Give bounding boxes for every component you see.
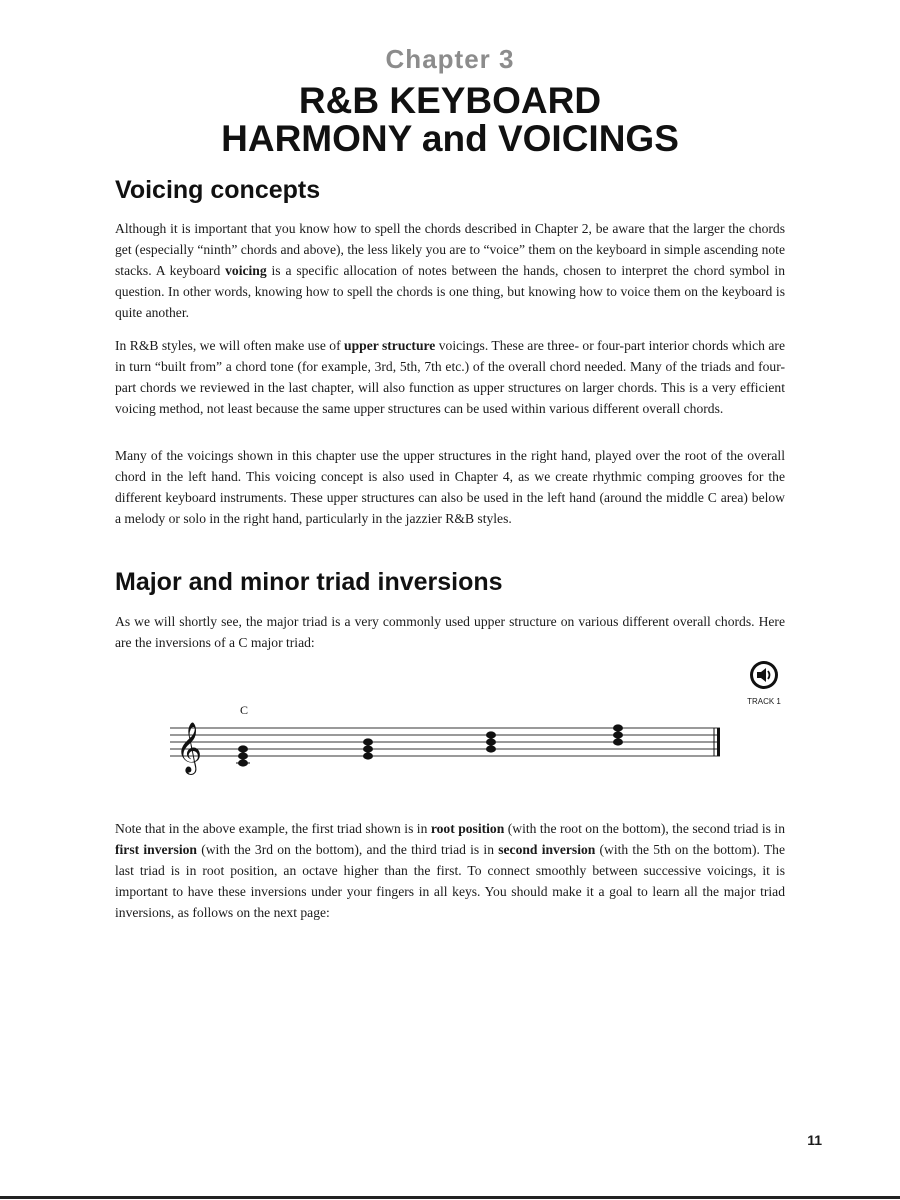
paragraph-voicing-intro: Although it is important that you know how to spell the chords described in Chapter 2, be aware that the larger the chords get (especially “ninth” chords and above), the less likely you are to “voice” them on the keyboard in simple ascending note stacks. A keyboard voicing is a specific allocation of notes between the hands, chosen to interpret the chord symbol in question. In other words, knowing how to spell the chords is one thing, but knowing how to voice them on the keyboard is quite another. bbox=[115, 221, 785, 320]
chapter-title-line-1: R&B KEYBOARD bbox=[298, 80, 602, 121]
term-root-position: root position bbox=[430, 821, 505, 836]
paragraph-triad-intro: As we will shortly see, the major triad is a very commonly used upper structure on various different overall chords. Here are the inversions of a C major triad: bbox=[115, 614, 785, 650]
paragraph-voicing-usage: Many of the voicings shown in this chapter use the upper structures in the right hand, played over the root of the overall chord in the left hand. This voicing concept is also used in Chapter 4, as we create rhythmic comping grooves for the different keyboard instruments. These upper structures can also be used in the left hand (around the middle C area) below a melody or solo in the right hand, particularly in the jazzier R&B styles. bbox=[115, 448, 785, 526]
section-heading-triad-inversions: Major and minor triad inversions bbox=[115, 568, 503, 596]
chapter-title-line-2: HARMONY and VOICINGS bbox=[221, 118, 679, 159]
speaker-icon bbox=[749, 660, 779, 690]
triad-root-position bbox=[236, 745, 250, 766]
term-second-inversion: second inversion bbox=[498, 842, 596, 857]
paragraph-upper-structure: In R&B styles, we will often make use of upper structure voicings. These are three- or four-part interior chords which are in turn “built from” a chord tone (for example, 3rd, 5th, 7th etc.) of the overall chord needed. Many of the triads and four-part chords we reviewed in the last chapter, will also function as upper structures on larger chords. This is a very efficient voicing method, not least because the same upper structures can be used within various different overall chords. bbox=[115, 338, 785, 416]
term-first-inversion: first inversion bbox=[115, 842, 197, 857]
track-label: TRACK 1 bbox=[747, 697, 781, 706]
term-upper-structure: upper structure bbox=[344, 338, 436, 353]
treble-clef-icon: 𝄞 bbox=[176, 722, 203, 773]
staff-lines bbox=[170, 728, 720, 756]
chord-symbol: C bbox=[240, 703, 249, 717]
section-heading-voicing-concepts: Voicing concepts bbox=[115, 176, 321, 204]
chapter-label: Chapter 3 bbox=[385, 44, 515, 74]
chapter-title bbox=[0, 82, 900, 158]
term-voicing: voicing bbox=[225, 263, 267, 278]
page-number: 11 bbox=[807, 1132, 822, 1148]
paragraph-inversion-notes: Note that in the above example, the first triad shown is in root position (with the root on the bottom), the second triad is in first inversion (with the 3rd on the bottom), and the third triad is in second inversion (with the 5th on the bottom). The last triad is in root position, an octave higher than the first. To connect smoothly between successive voicings, it is important to have these inversions under your fingers in all keys. You should make it a goal to learn all the major triad inversions, as follows on the next page: bbox=[115, 821, 785, 920]
triad-root-position-octave bbox=[613, 724, 623, 745]
triad-second-inversion bbox=[486, 731, 496, 752]
audio-track-badge[interactable] bbox=[742, 660, 786, 706]
music-staff bbox=[170, 690, 730, 780]
bottom-rule bbox=[0, 1196, 900, 1199]
triad-first-inversion bbox=[363, 738, 373, 759]
